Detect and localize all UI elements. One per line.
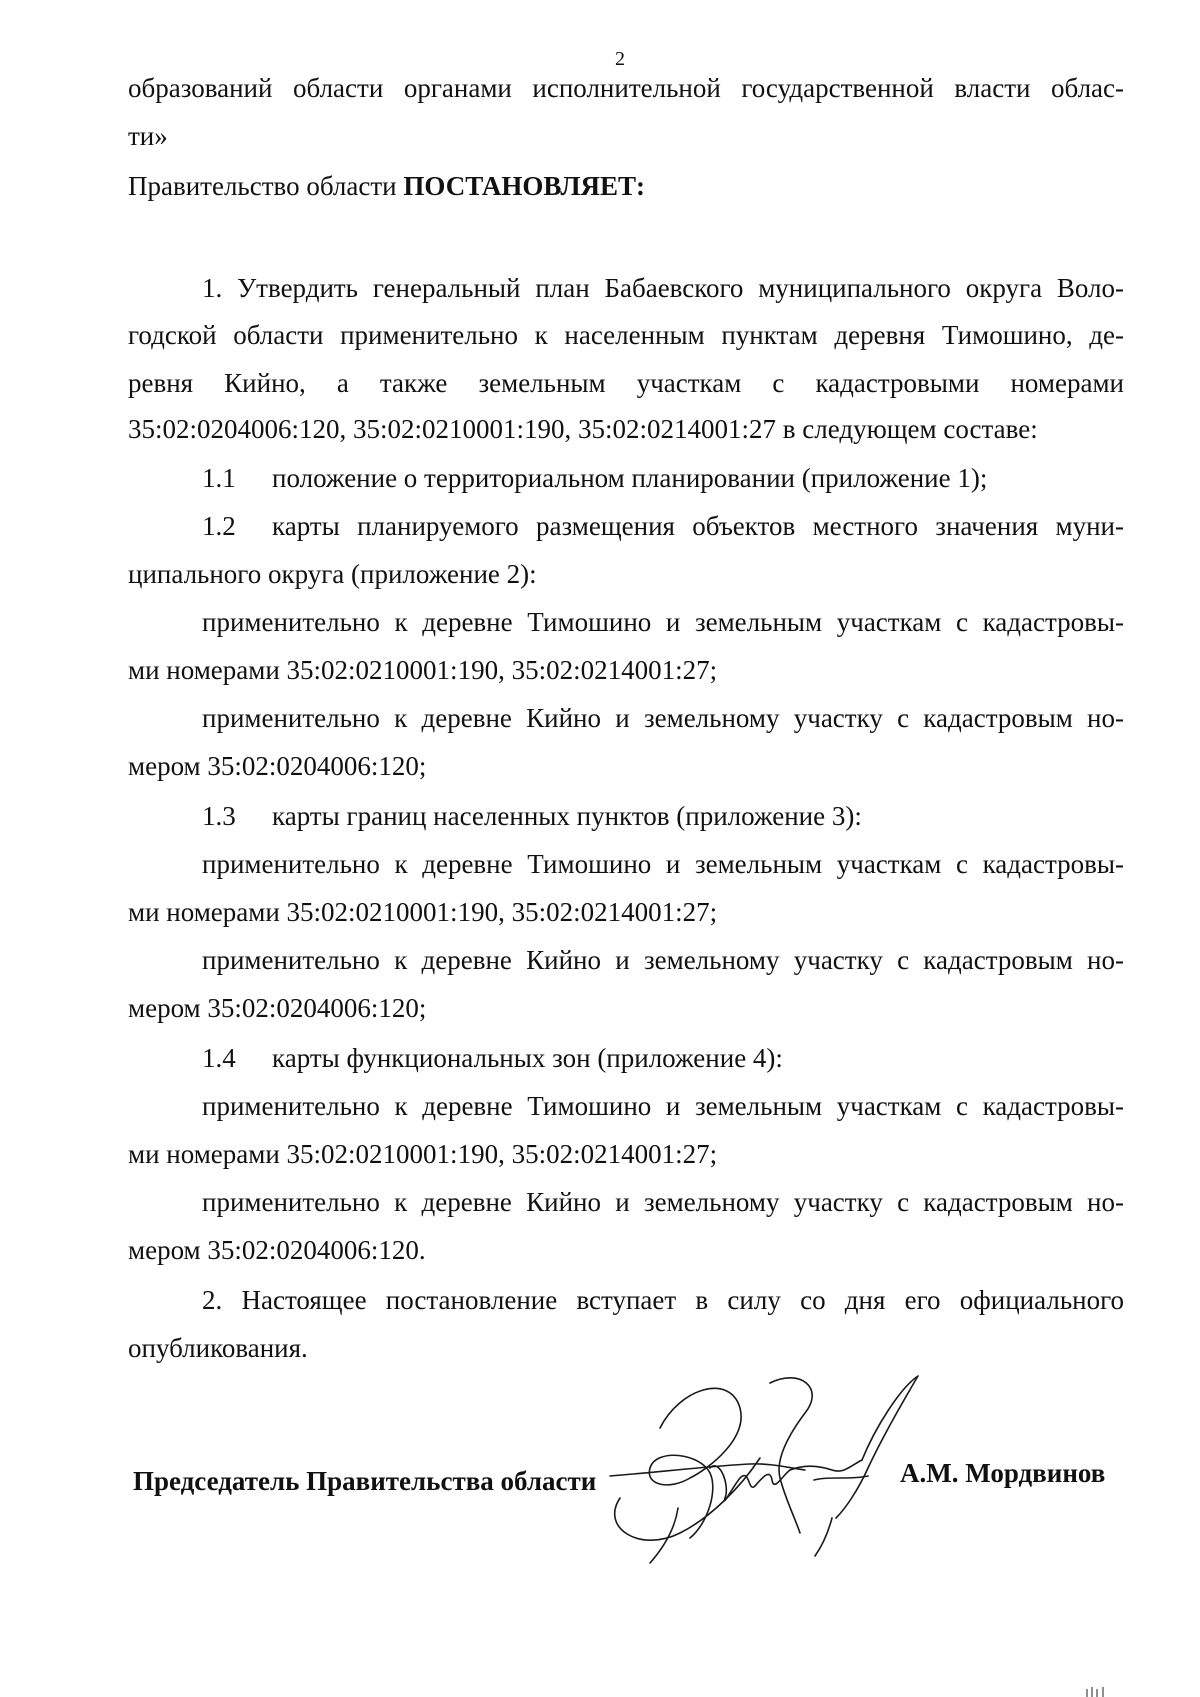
sub-1-2-a-line-2: ми номерами 35:02:0210001:190, 35:02:0214001:27; — [128, 655, 718, 685]
sub-1-4-number: 1.4 — [202, 1043, 236, 1073]
intro-line-1: образований области органами исполнительной государственной власти облас- — [128, 73, 1124, 103]
sub-1-3-text: карты границ населенных пунктов (приложение 3): — [272, 801, 862, 831]
decree-keyword: ПОСТАНОВЛЯЕТ: — [403, 171, 645, 201]
decree-lead: Правительство области — [128, 171, 404, 201]
sub-1-2-number: 1.2 — [202, 511, 236, 541]
sub-1-3-a-line-2: ми номерами 35:02:0210001:190, 35:02:0214001:27; — [128, 897, 718, 927]
sub-1-1 — [202, 462, 987, 494]
sub-1-2-b-line-1: применительно к деревне Кийно и земельному участку с кадастровым но- — [202, 703, 1124, 733]
sub-1-3-b-line-1: применительно к деревне Кийно и земельному участку с кадастровым но- — [202, 945, 1124, 975]
sub-1-4-a-line-1: применительно к деревне Тимошино и земельным участкам с кадастровы- — [202, 1091, 1124, 1121]
item1-line-4: 35:02:0204006:120, 35:02:0210001:190, 35:02:0214001:27 в следующем составе: — [128, 414, 1038, 444]
item2-line-1: 2. Настоящее постановление вступает в силу со дня его официального — [202, 1285, 1124, 1315]
item1-line-3: ревня Кийно, а также земельным участкам с кадастровыми номерами — [128, 368, 1124, 398]
sub-1-4 — [202, 1042, 783, 1074]
sub-1-2-b-line-2: мером 35:02:0204006:120; — [128, 751, 427, 781]
sub-1-4-a-line-2: ми номерами 35:02:0210001:190, 35:02:0214001:27; — [128, 1139, 718, 1169]
sub-1-4-text: карты функциональных зон (приложение 4): — [272, 1043, 783, 1073]
sub-1-1-number: 1.1 — [202, 463, 236, 493]
sub-1-2-line-1 — [202, 510, 1124, 542]
sub-1-4-b-line-1: применительно к деревне Кийно и земельному участку с кадастровым но- — [202, 1187, 1124, 1217]
sub-1-4-b-line-2: мером 35:02:0204006:120. — [128, 1235, 426, 1265]
item1-line-1: 1. Утвердить генеральный план Бабаевского муниципального округа Воло- — [202, 273, 1124, 303]
scan-mark — [1085, 1686, 1111, 1697]
decree-line — [128, 170, 645, 202]
sub-1-1-text: положение о территориальном планировании (приложение 1); — [272, 463, 988, 493]
sub-1-3-b-line-2: мером 35:02:0204006:120; — [128, 993, 427, 1023]
sub-1-2-line-2: ципального округа (приложение 2): — [128, 559, 537, 589]
sub-1-2-text: карты планируемого размещения объектов местного значения муни- — [272, 511, 1124, 541]
item1-line-2: годской области применительно к населенным пунктам деревня Тимошино, де- — [128, 320, 1124, 350]
intro-line-2: ти» — [128, 121, 168, 151]
sub-1-3-number: 1.3 — [202, 801, 236, 831]
item2-line-2: опубликования. — [128, 1333, 308, 1363]
signatory-name: А.М. Мордвинов — [900, 1458, 1106, 1488]
signatory-title: Председатель Правительства области — [133, 1466, 597, 1496]
sub-1-3-a-line-1: применительно к деревне Тимошино и земельным участкам с кадастровы- — [202, 849, 1124, 879]
sub-1-2-a-line-1: применительно к деревне Тимошино и земельным участкам с кадастровы- — [202, 607, 1124, 637]
page-number: 2 — [615, 48, 625, 70]
handwritten-signature — [600, 1368, 930, 1578]
sub-1-3 — [202, 800, 862, 832]
